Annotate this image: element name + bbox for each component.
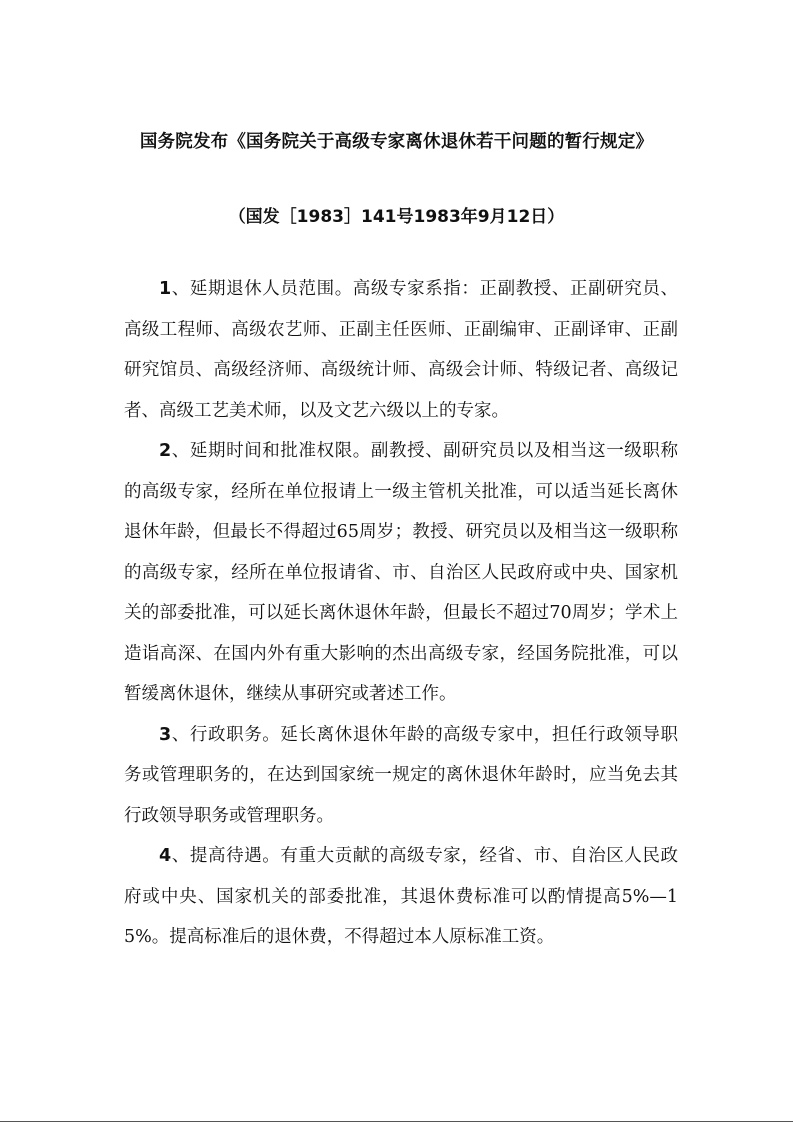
- paragraph-text: 、提高待遇。有重大贡献的高级专家，经省、市、自治区人民政府或中央、国家机关的部委批准，其退休费标准可以酌情提高5%—15%。提高标准后的退休费，不得超过本人原标准工资。: [124, 846, 678, 947]
- paragraph-number: 3: [159, 724, 172, 745]
- paragraph-1: [124, 269, 678, 431]
- paragraph-2: [124, 431, 678, 715]
- document-body: [124, 269, 678, 958]
- paragraph-number: 1: [159, 279, 172, 299]
- paragraph-text: 、延期时间和批准权限。副教授、副研究员以及相当这一级职称的高级专家，经所在单位报请上一级主管机关批准，可以适当延长离休退休年龄，但最长不得超过65周岁；教授、研究员以及相当这一级职称的高级专家，经所在单位报请省、市、自治区人民政府或中央、国家机关的部委批准，可以延长离休退休年龄，但最长不超过70周岁；学术上造诣高深、在国内外有重大影响的杰出高级专家，经国务院批准，可以暂缓离休退休，继续从事研究或著述工作。: [124, 441, 678, 704]
- document-subtitle: （国发［1983］141号1983年9月12日）: [228, 207, 565, 227]
- paragraph-4: [124, 836, 678, 958]
- paragraph-number: 4: [159, 846, 172, 866]
- document-title: 国务院发布《国务院关于高级专家离休退休若干问题的暂行规定》: [139, 132, 654, 152]
- paragraph-3: [124, 715, 678, 837]
- paragraph-number: 2: [159, 441, 172, 461]
- paragraph-text: 、延期退休人员范围。高级专家系指：正副教授、正副研究员、高级工程师、高级农艺师、正副主任医师、正副编审、正副译审、正副研究馆员、高级经济师、高级统计师、高级会计师、特级记者、高级记者、高级工艺美术师，以及文艺六级以上的专家。: [124, 279, 678, 421]
- paragraph-text: 、行政职务。延长离休退休年龄的高级专家中，担任行政领导职务或管理职务的，在达到国家统一规定的离休退休年龄时，应当免去其行政领导职务或管理职务。: [124, 724, 678, 826]
